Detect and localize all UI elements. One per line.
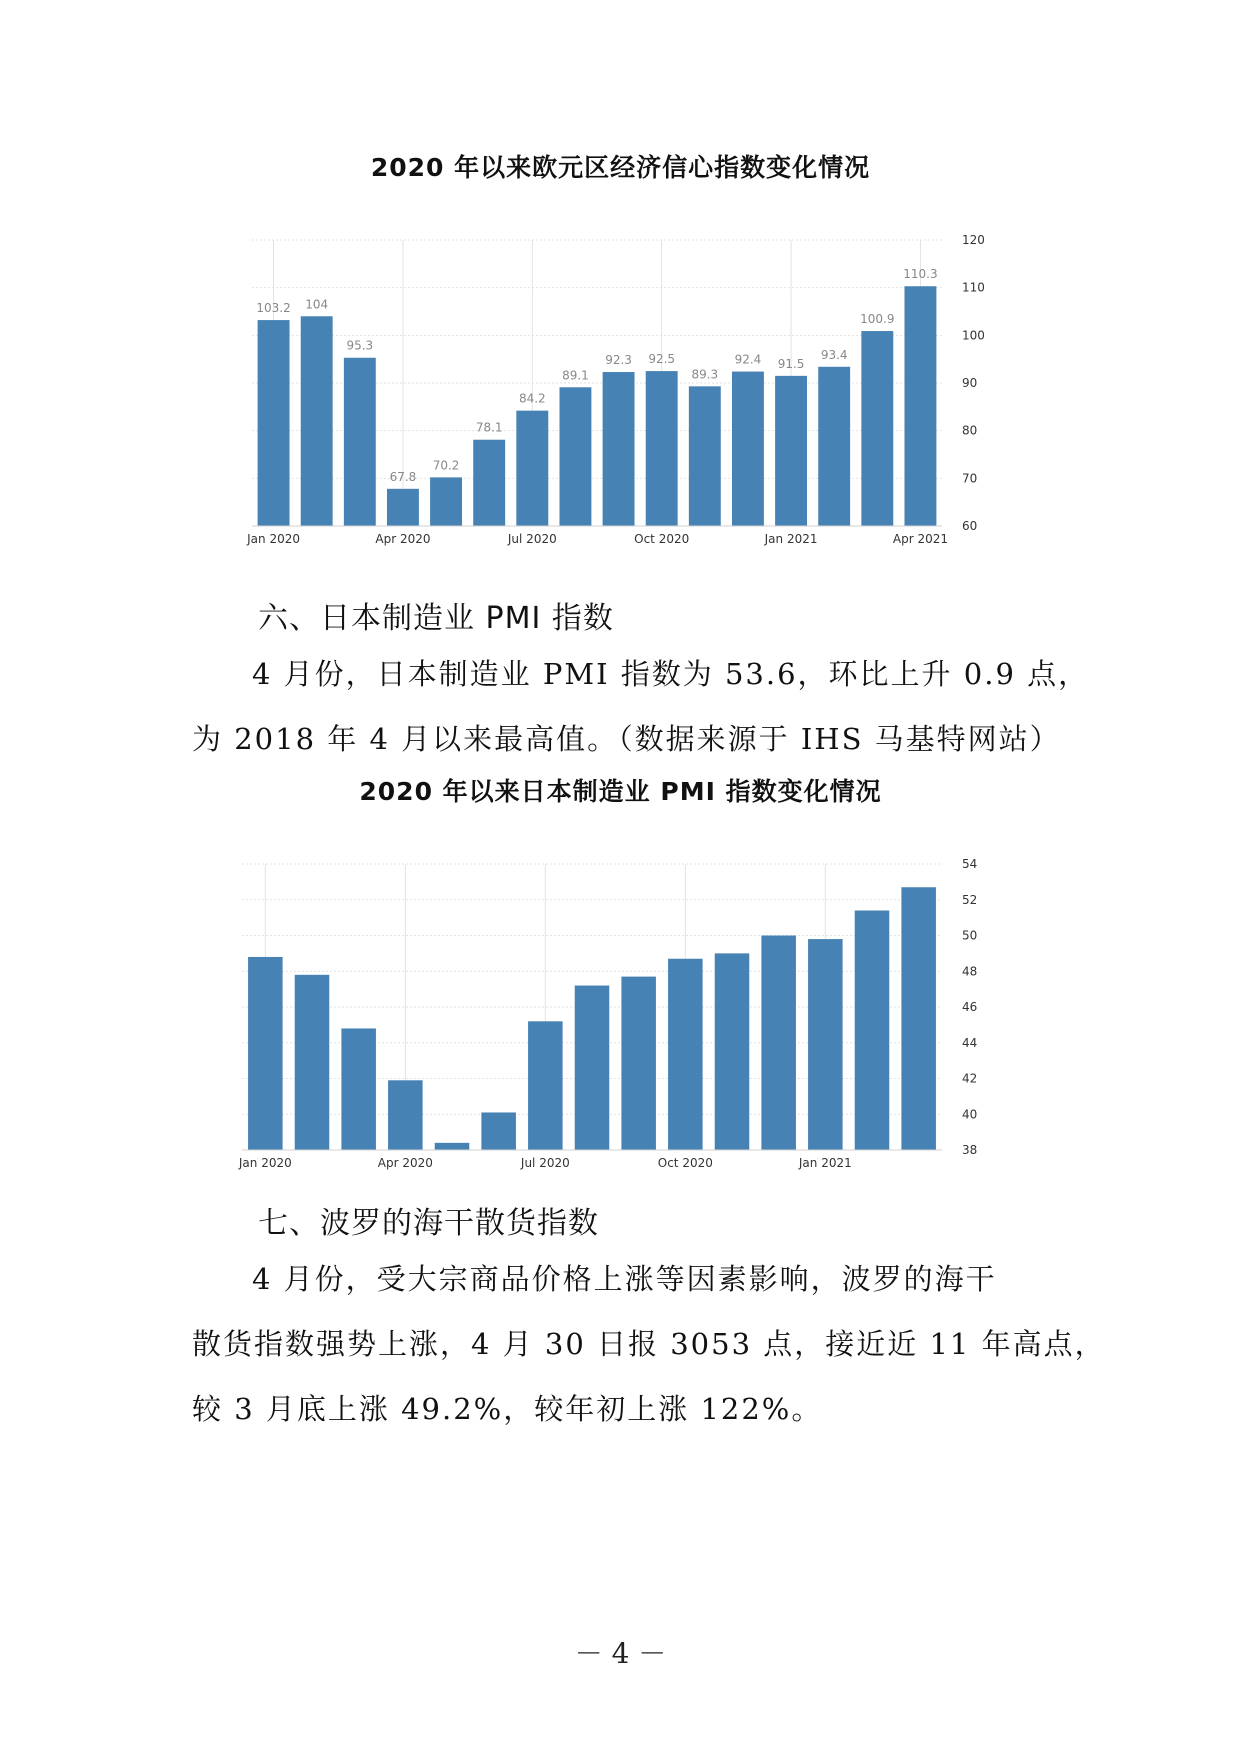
bar bbox=[435, 1143, 470, 1150]
bar bbox=[646, 371, 678, 526]
y-tick-label: 46 bbox=[962, 1000, 978, 1014]
data-label: 95.3 bbox=[346, 338, 374, 353]
data-label: 70.2 bbox=[432, 458, 460, 473]
section7-heading: 七、波罗的海干散货指数 bbox=[258, 1206, 599, 1241]
x-tick-label: Jul 2020 bbox=[520, 1156, 570, 1170]
page-number: － 4 － bbox=[574, 1637, 667, 1670]
chart-svg bbox=[220, 852, 1020, 1182]
bar bbox=[559, 387, 591, 526]
data-label: 110.3 bbox=[903, 267, 938, 282]
bar bbox=[761, 936, 796, 1151]
data-label: 91.5 bbox=[777, 356, 805, 371]
data-label: 92.4 bbox=[734, 352, 762, 367]
bar bbox=[715, 953, 750, 1150]
bar bbox=[818, 367, 850, 526]
y-tick-label: 80 bbox=[962, 423, 978, 438]
x-tick-label: Apr 2020 bbox=[375, 532, 431, 546]
bar bbox=[901, 887, 936, 1150]
y-tick-label: 38 bbox=[962, 1143, 978, 1157]
japan-pmi-chart bbox=[220, 852, 1020, 1182]
bar bbox=[387, 489, 419, 526]
data-label: 92.5 bbox=[648, 352, 676, 367]
bar bbox=[430, 477, 462, 526]
x-tick-label: Jul 2020 bbox=[507, 532, 557, 546]
x-tick-label: Jan 2021 bbox=[764, 532, 818, 546]
data-label: 78.1 bbox=[475, 420, 503, 435]
bar bbox=[295, 975, 330, 1150]
bar bbox=[808, 939, 843, 1150]
data-label: 84.2 bbox=[518, 391, 546, 406]
data-label: 100.9 bbox=[860, 312, 895, 327]
x-tick-label: Apr 2021 bbox=[892, 532, 948, 546]
data-label: 93.4 bbox=[820, 347, 848, 362]
y-tick-label: 90 bbox=[962, 376, 978, 390]
y-tick-label: 110 bbox=[962, 280, 985, 295]
bar bbox=[575, 986, 610, 1150]
bar bbox=[341, 1028, 376, 1150]
bar bbox=[301, 316, 333, 526]
chart-svg bbox=[230, 228, 1010, 558]
section7-line-1: 4 月份，受大宗商品价格上涨等因素影响，波罗的海干 bbox=[252, 1262, 997, 1296]
section6-line-1: 4 月份，日本制造业 PMI 指数为 53.6，环比上升 0.9 点， bbox=[252, 657, 1090, 691]
data-label: 92.3 bbox=[605, 353, 632, 368]
data-label: 67.8 bbox=[389, 469, 417, 484]
x-tick-label: Oct 2020 bbox=[657, 1156, 713, 1170]
y-tick-label: 60 bbox=[962, 519, 978, 533]
data-label: 103.2 bbox=[256, 301, 291, 316]
x-tick-label: Apr 2020 bbox=[377, 1156, 433, 1170]
euro-confidence-chart bbox=[230, 228, 1010, 558]
x-tick-label: Jan 2020 bbox=[238, 1156, 292, 1170]
bar bbox=[855, 910, 890, 1150]
bar bbox=[473, 440, 505, 526]
section6-line-2: 为 2018 年 4 月以来最高值。（数据来源于 IHS 马基特网站） bbox=[192, 722, 1061, 756]
bar bbox=[258, 320, 290, 526]
bar bbox=[732, 372, 764, 526]
y-tick-label: 50 bbox=[962, 928, 978, 943]
y-tick-label: 70 bbox=[962, 471, 978, 486]
section6-heading: 六、日本制造业 PMI 指数 bbox=[258, 601, 614, 636]
y-tick-label: 120 bbox=[962, 233, 985, 247]
chart1-title: 2020 年以来欧元区经济信心指数变化情况 bbox=[370, 153, 871, 182]
y-tick-label: 48 bbox=[962, 964, 978, 979]
chart2-title: 2020 年以来日本制造业 PMI 指数变化情况 bbox=[359, 777, 882, 806]
section7-line-2: 散货指数强势上涨，4 月 30 日报 3053 点，接近近 11 年高点， bbox=[192, 1327, 1106, 1361]
y-tick-label: 42 bbox=[962, 1071, 978, 1086]
bar bbox=[481, 1112, 516, 1150]
data-label: 104 bbox=[305, 297, 329, 312]
y-tick-label: 52 bbox=[962, 892, 978, 907]
x-tick-label: Oct 2020 bbox=[634, 532, 690, 546]
bar bbox=[621, 977, 656, 1150]
y-tick-label: 44 bbox=[962, 1035, 978, 1050]
bar bbox=[248, 957, 283, 1150]
bar bbox=[516, 411, 548, 526]
bar bbox=[861, 331, 893, 526]
bar bbox=[775, 376, 807, 526]
y-tick-label: 100 bbox=[962, 328, 985, 343]
bar bbox=[904, 286, 936, 526]
data-label: 89.1 bbox=[562, 368, 589, 383]
x-tick-label: Jan 2021 bbox=[798, 1156, 852, 1170]
y-tick-label: 40 bbox=[962, 1107, 978, 1122]
bar bbox=[668, 959, 703, 1150]
bar bbox=[344, 358, 376, 526]
data-label: 89.3 bbox=[691, 367, 719, 382]
section7-line-3: 较 3 月底上涨 49.2%，较年初上涨 122%。 bbox=[192, 1392, 823, 1426]
y-tick-label: 54 bbox=[962, 857, 978, 871]
bar bbox=[388, 1080, 423, 1150]
bar bbox=[689, 386, 721, 526]
bar bbox=[603, 372, 635, 526]
bar bbox=[528, 1021, 563, 1150]
x-tick-label: Jan 2020 bbox=[247, 532, 300, 546]
